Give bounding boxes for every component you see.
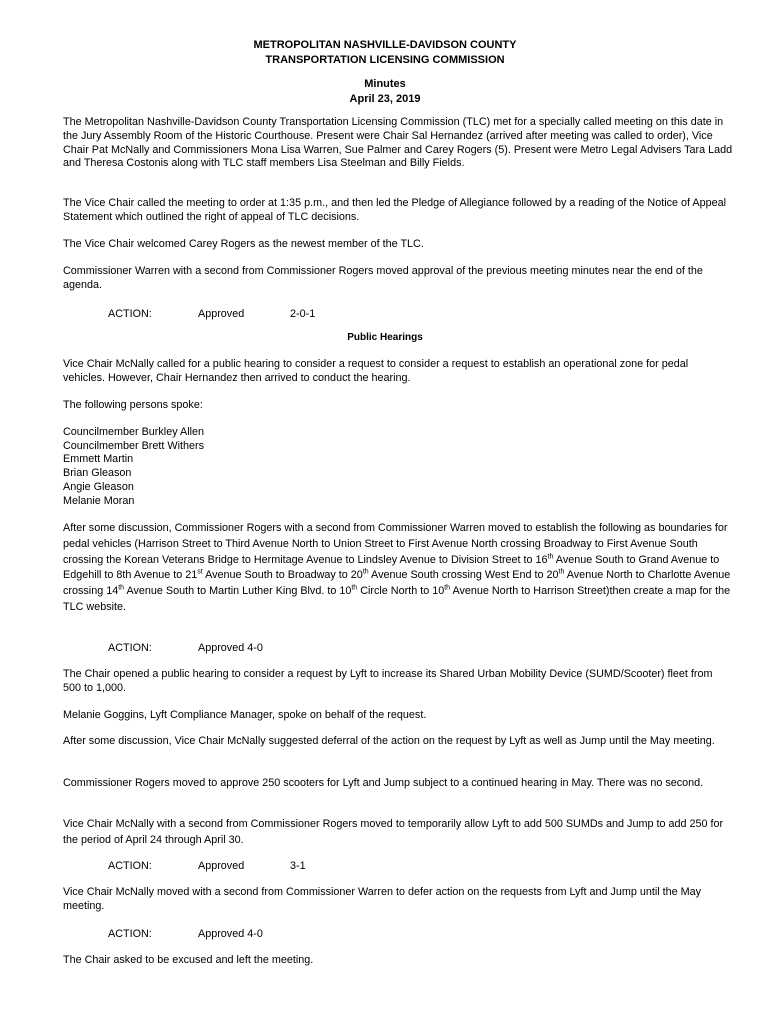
lyft-hearing-paragraph: The Chair opened a public hearing to consider a request by Lyft to increase its Shared Urban Mobility Device (SUMD/Scooter) fleet from 500 to 1,000. [63, 668, 713, 694]
defer-action-paragraph: Vice Chair McNally moved with a second from Commissioner Warren to defer action on the requests from Lyft and Jump until the May meeting. [63, 886, 702, 912]
list-item: Brian Gleason [63, 467, 132, 479]
header-commission-name: TRANSPORTATION LICENSING COMMISSION [265, 54, 505, 66]
attendance-paragraph: The Metropolitan Nashville-Davidson County Transportation Licensing Commission (TLC) met for a specially called meeting on this date in the Jury Assembly Room of the Historic Courthouse. Present were Chair Sal Hernandez (arrived after meeting was called to order), Vice Chair Pat McNally and Commissioners Mona Lisa Warren, Sue Palmer and Carey Rogers (5). Present were Metro Legal Advisers Tara Ladd and Theresa Costonis along with TLC staff members Lisa Steelman and Billy Fields. [63, 116, 733, 170]
action-label: ACTION: [108, 642, 152, 654]
action-result: Approved [198, 308, 245, 320]
welcome-paragraph: The Vice Chair welcomed Carey Rogers as the newest member of the TLC. [63, 238, 424, 250]
temporary-allowance-paragraph: Vice Chair McNally with a second from Commissioner Rogers moved to temporarily allow Lyft to add 500 SUMDs and Jump to add 250 for the period of April 24 through April 30. [63, 818, 724, 846]
list-item: Melanie Moran [63, 495, 135, 507]
section-heading-public-hearings: Public Hearings [347, 332, 423, 343]
call-to-order-paragraph: The Vice Chair called the meeting to order at 1:35 p.m., and then led the Pledge of Allegiance followed by a reading of the Notice of Appeal Statement which outlined the right of appeal of TLC decisions. [63, 197, 727, 223]
action-vote: 2-0-1 [290, 308, 316, 320]
minutes-approval-paragraph: Commissioner Warren with a second from Commissioner Rogers moved approval of the previous meeting minutes near the end of the agenda. [63, 265, 703, 291]
action-vote: 3-1 [290, 860, 306, 872]
action-label: ACTION: [108, 308, 152, 320]
lyft-speaker-paragraph: Melanie Goggins, Lyft Compliance Manager, spoke on behalf of the request. [63, 709, 427, 721]
meeting-date: April 23, 2019 [349, 93, 421, 105]
action-result: Approved 4-0 [198, 928, 263, 940]
speakers-intro: The following persons spoke: [63, 399, 203, 411]
pedal-hearing-paragraph: Vice Chair McNally called for a public hearing to consider a request to consider a request to establish an operational zone for pedal vehicles. However, Chair Hernandez then arrived to conduct the hearing. [63, 358, 689, 384]
list-item: Councilmember Burkley Allen [63, 426, 205, 438]
document-title: Minutes [364, 78, 406, 90]
list-item: Emmett Martin [63, 453, 134, 465]
list-item: Angie Gleason [63, 481, 134, 493]
list-item: Councilmember Brett Withers [63, 440, 204, 452]
pedal-boundaries-paragraph: After some discussion, Commissioner Rogers with a second from Commissioner Warren moved to establish the following as boundaries for pedal vehicles (Harrison Street to Third Avenue North to Union Street to First Avenue North crossing Broadway to First Avenue South crossing the Korean Veterans Bridge to Hermitage Avenue to Lindsley Avenue to Division Street to 16th Avenue South to Grand Avenue to Edgehill to 8th Avenue to 21st Avenue South to Broadway to 20th Avenue South crossing West End to 20th Avenue North to Charlotte Avenue crossing 14th Avenue South to Martin Luther King Blvd. to 10th Circle North to 10th Avenue North to Harrison Street)then create a map for the TLC website. [63, 522, 731, 613]
action-result: Approved 4-0 [198, 642, 263, 654]
action-label: ACTION: [108, 860, 152, 872]
action-result: Approved [198, 860, 245, 872]
header-org-name: METROPOLITAN NASHVILLE-DAVIDSON COUNTY [253, 39, 517, 51]
chair-excused-paragraph: The Chair asked to be excused and left the meeting. [63, 954, 314, 966]
scooter-motion-paragraph: Commissioner Rogers moved to approve 250 scooters for Lyft and Jump subject to a continued hearing in May. There was no second. [63, 777, 704, 789]
action-label: ACTION: [108, 928, 152, 940]
deferral-suggestion-paragraph: After some discussion, Vice Chair McNally suggested deferral of the action on the request by Lyft as well as Jump until the May meeting. [63, 735, 715, 747]
